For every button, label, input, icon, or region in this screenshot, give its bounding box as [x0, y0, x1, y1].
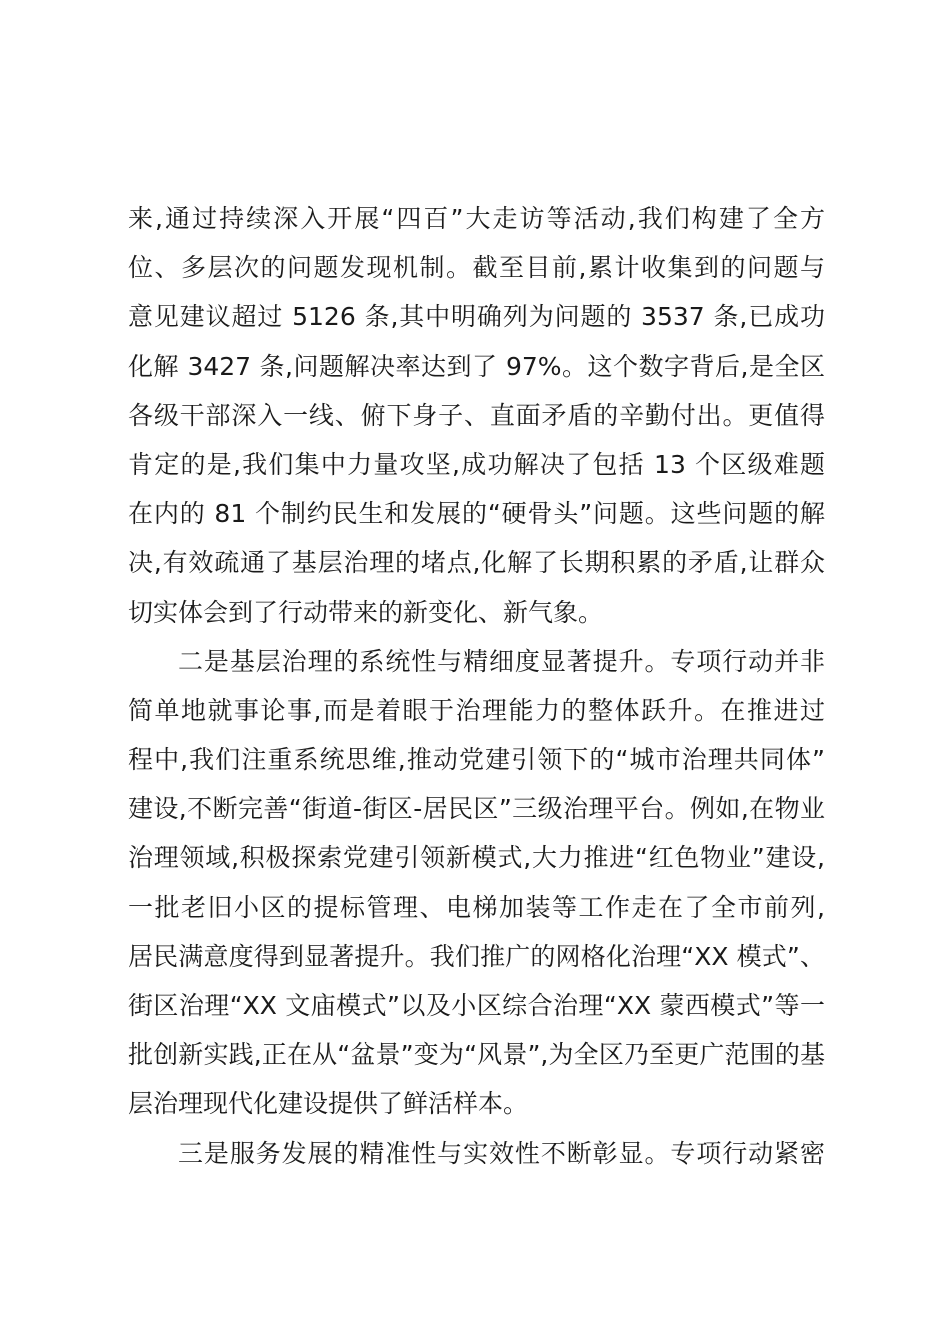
- text-line: 程中,我们注重系统思维,推动党建引领下的“城市治理共同体”: [128, 745, 825, 775]
- text-line: 位、多层次的问题发现机制。截至目前,累计收集到的问题与: [128, 253, 825, 283]
- text-line: 在内的 81 个制约民生和发展的“硬骨头”问题。这些问题的解: [128, 499, 825, 529]
- text-line: 层治理现代化建设提供了鲜活样本。: [128, 1089, 529, 1119]
- text-line: 决,有效疏通了基层治理的堵点,化解了长期积累的矛盾,让群众: [128, 548, 825, 578]
- text-line: 一批老旧小区的提标管理、电梯加装等工作走在了全市前列,: [128, 892, 825, 922]
- text-line: 来,通过持续深入开展“四百”大走访等活动,我们构建了全方: [128, 204, 825, 233]
- text-line: 意见建议超过 5126 条,其中明确列为问题的 3537 条,已成功: [128, 302, 825, 332]
- text-line: 肯定的是,我们集中力量攻坚,成功解决了包括 13 个区级难题: [128, 449, 825, 479]
- text-line: 各级干部深入一线、俯下身子、直面矛盾的辛勤付出。更值得: [128, 400, 825, 430]
- text-line: 治理领域,积极探索党建引领新模式,大力推进“红色物业”建设,: [128, 843, 825, 873]
- paragraph-start-line: 二是基层治理的系统性与精细度显著提升。专项行动并非: [178, 646, 825, 676]
- text-line: 居民满意度得到显著提升。我们推广的网格化治理“XX 模式”、: [128, 941, 825, 971]
- text-line: 化解 3427 条,问题解决率达到了 97%。这个数字背后,是全区: [128, 351, 825, 381]
- text-line: 街区治理“XX 文庙模式”以及小区综合治理“XX 蒙西模式”等一: [128, 991, 825, 1020]
- text-line: 建设,不断完善“街道-街区-居民区”三级治理平台。例如,在物业: [128, 794, 825, 824]
- text-line: 批创新实践,正在从“盆景”变为“风景”,为全区乃至更广范围的基: [128, 1040, 825, 1070]
- text-line: 简单地就事论事,而是着眼于治理能力的整体跃升。在推进过: [128, 695, 825, 725]
- paragraph-start-line: 三是服务发展的精准性与实效性不断彰显。专项行动紧密: [178, 1138, 825, 1168]
- body-text: [128, 194, 825, 1178]
- text-line: 切实体会到了行动带来的新变化、新气象。: [128, 597, 604, 627]
